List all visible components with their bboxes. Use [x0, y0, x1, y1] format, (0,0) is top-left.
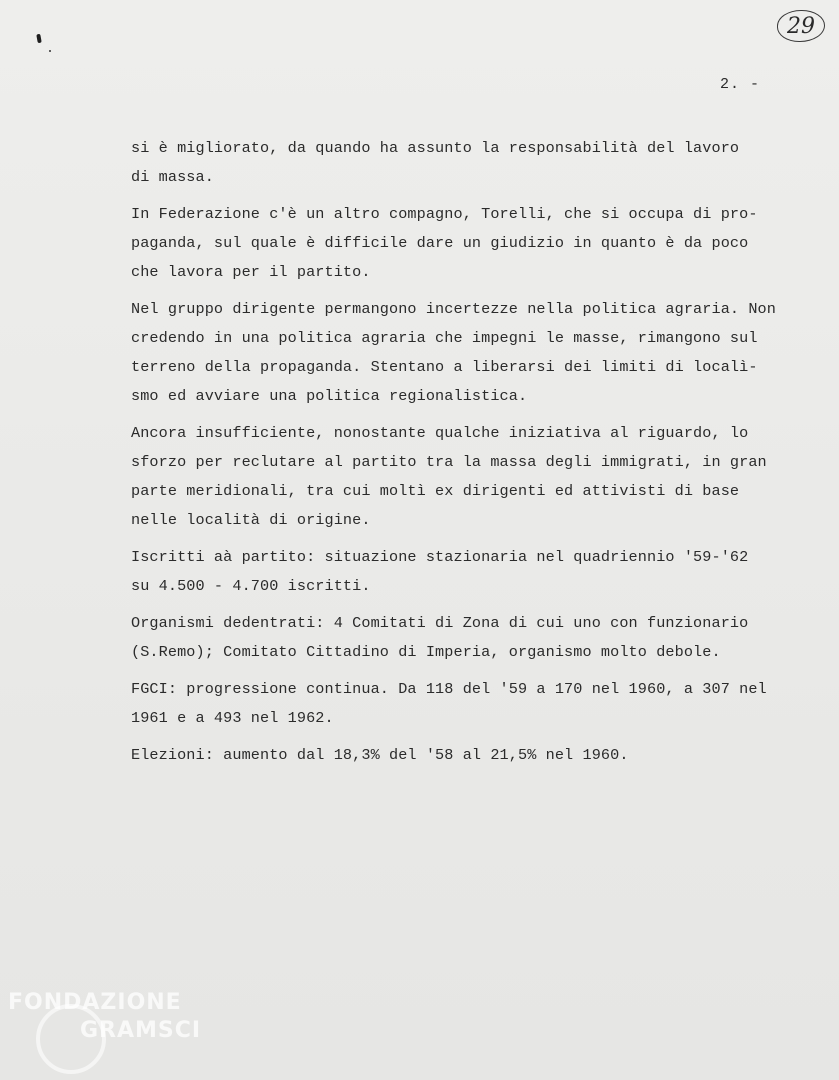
sheet-number-text: 29 [787, 13, 815, 39]
text-line: sforzo per reclutare al partito tra la massa degli immigrati, in gran [131, 453, 767, 471]
sheet-number-circled [777, 10, 825, 42]
text-line: di massa. [131, 168, 214, 186]
text-line: terreno della propaganda. Stentano a liberarsi dei limiti di localì- [131, 358, 758, 376]
watermark-line-2: GRAMSCI [80, 1018, 202, 1043]
paragraph [131, 134, 831, 192]
paragraph [131, 609, 831, 667]
paragraph [131, 543, 831, 601]
text-line: 1961 e a 493 nel 1962. [131, 709, 334, 727]
text-line: FGCI: progressione continua. Da 118 del '59 a 170 nel 1960, a 307 nel [131, 680, 767, 698]
fondazione-gramsci-watermark [8, 984, 228, 1074]
watermark-line-1: FONDAZIONE [8, 990, 182, 1015]
text-line: nelle località di origine. [131, 511, 371, 529]
text-line: credendo in una politica agraria che impegni le masse, rimangono sul [131, 329, 758, 347]
ink-speck [36, 34, 42, 44]
text-line: Organismi dedentrati: 4 Comitati di Zona di cui uno con funzionario [131, 614, 749, 632]
paragraph [131, 419, 831, 535]
text-line: (S.Remo); Comitato Cittadino di Imperia, organismo molto debole. [131, 643, 721, 661]
text-line: paganda, sul quale è difficile dare un giudizio in quanto è da poco [131, 234, 749, 252]
text-line: smo ed avviare una politica regionalistica. [131, 387, 528, 405]
paragraph [131, 295, 831, 411]
paragraph [131, 675, 831, 733]
text-line: su 4.500 - 4.700 iscritti. [131, 577, 371, 595]
text-line: Iscritti aà partito: situazione stazionaria nel quadriennio '59-'62 [131, 548, 749, 566]
text-line: Elezioni: aumento dal 18,3% del '58 al 21,5% nel 1960. [131, 746, 629, 764]
text-line: Ancora insufficiente, nonostante qualche iniziativa al riguardo, lo [131, 424, 749, 442]
text-line: Nel gruppo dirigente permangono incertezze nella politica agraria. Non [131, 300, 776, 318]
text-line: parte meridionali, tra cui moltì ex dirigenti ed attivisti di base [131, 482, 740, 500]
paragraph [131, 200, 831, 287]
text-line: che lavora per il partito. [131, 263, 371, 281]
text-line: si è migliorato, da quando ha assunto la responsabilità del lavoro [131, 139, 740, 157]
text-line: In Federazione c'è un altro compagno, Torelli, che si occupa di pro- [131, 205, 758, 223]
paragraph [131, 741, 831, 770]
typed-body [131, 134, 831, 778]
page-number: 2. - [720, 76, 761, 93]
ink-dot [49, 50, 51, 52]
